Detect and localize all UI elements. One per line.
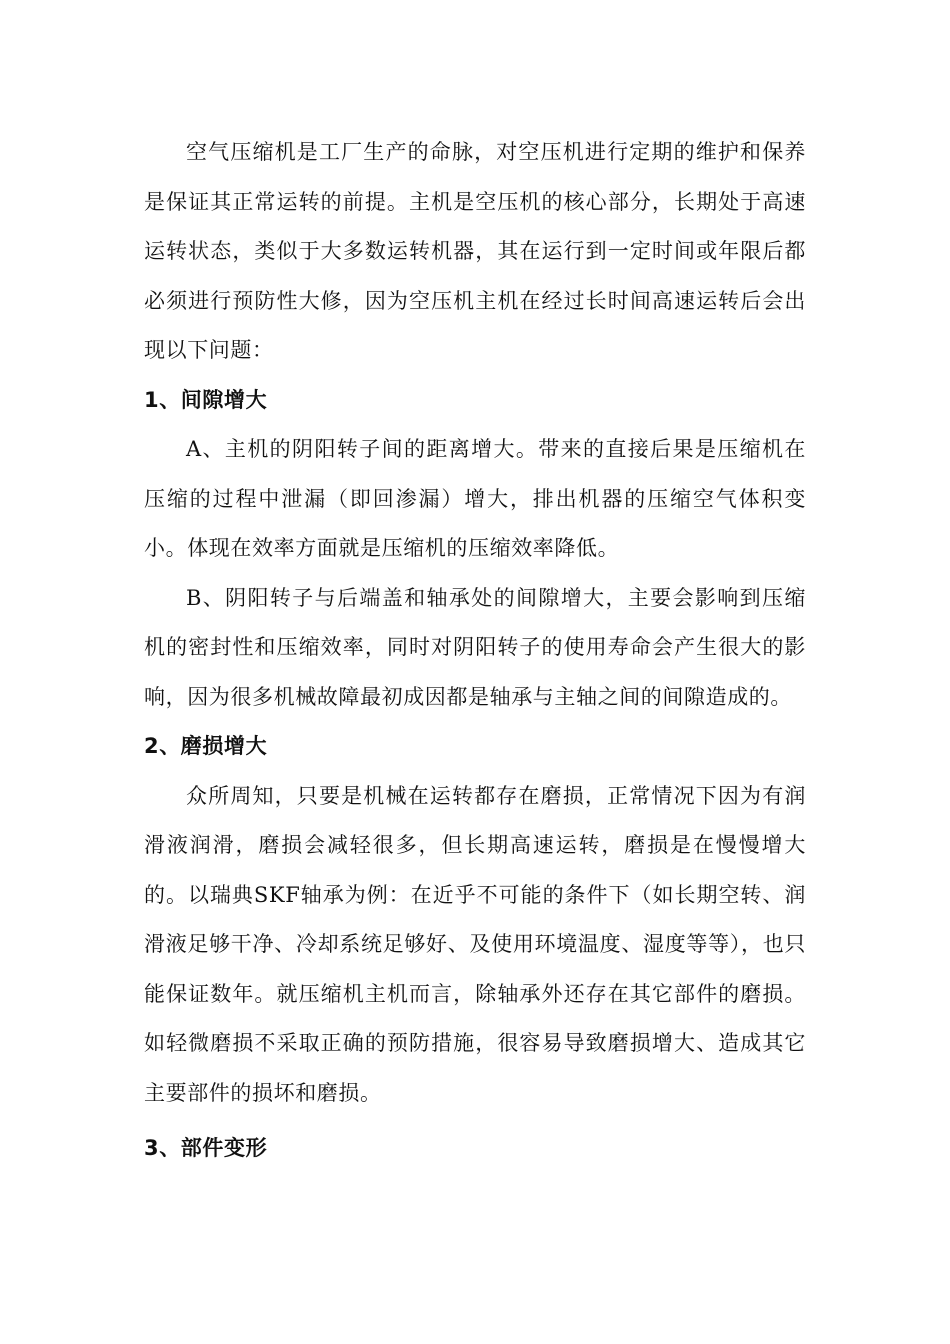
document-body xyxy=(144,128,806,1174)
intro-paragraph: 空气压缩机是工厂生产的命脉，对空压机进行定期的维护和保养是保证其正常运转的前提。主机是空压机的核心部分，长期处于高速运转状态，类似于大多数运转机器，其在运行到一定时间或年限后都必须进行预防性大修，因为空压机主机在经过长时间高速运转后会出现以下问题： xyxy=(144,140,806,362)
section-2-paragraph: 众所周知，只要是机械在运转都存在磨损，正常情况下因为有润滑液润滑，磨损会减轻很多，但长期高速运转，磨损是在慢慢增大的。以瑞典SKF轴承为例：在近乎不可能的条件下（如长期空转、润滑液足够干净、冷却系统足够好、及使用环境温度、湿度等等），也只能保证数年。就压缩机主机而言，除轴承外还存在其它部件的磨损。如轻微磨损不采取正确的预防措施，很容易导致磨损增大、造成其它主要部件的损坏和磨损。 xyxy=(144,783,806,1105)
section-1-paragraph-a: A、主机的阴阳转子间的距离增大。带来的直接后果是压缩机在压缩的过程中泄漏（即回渗漏）增大，排出机器的压缩空气体积变小。体现在效率方面就是压缩机的压缩效率降低。 xyxy=(144,437,806,560)
section-heading-gap-increase: 1、间隙增大 xyxy=(144,387,268,412)
section-heading-part-deformation: 3、部件变形 xyxy=(144,1136,268,1160)
section-heading-wear-increase: 2、磨损增大 xyxy=(144,734,268,758)
section-1-paragraph-b: B、阴阳转子与后端盖和轴承处的间隙增大，主要会影响到压缩机的密封性和压缩效率，同时对阴阳转子的使用寿命会产生很大的影响，因为很多机械故障最初成因都是轴承与主轴之间的间隙造成的。 xyxy=(144,585,806,709)
